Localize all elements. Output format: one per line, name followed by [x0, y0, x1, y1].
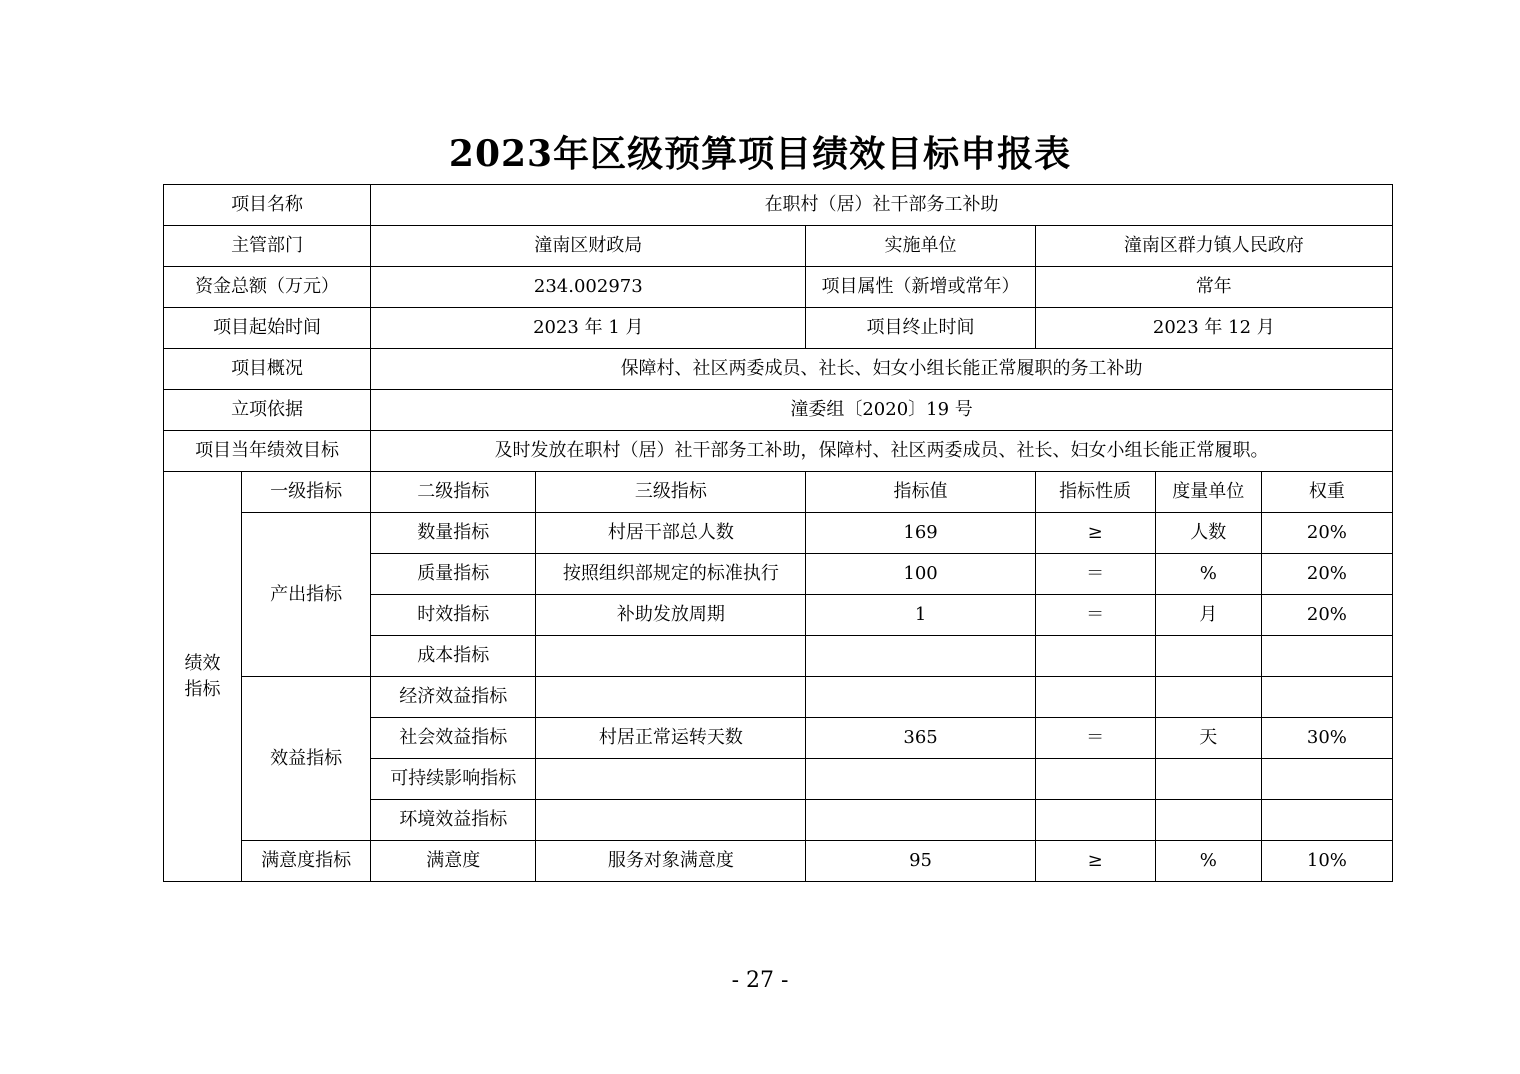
indicator-section-label: 绩效 指标 [164, 472, 242, 882]
start-time-value: 2023 年 1 月 [371, 308, 806, 349]
funds-label: 资金总额（万元） [164, 267, 371, 308]
level3-cell: 服务对象满意度 [536, 841, 806, 882]
project-attr-label: 项目属性（新增或常年） [806, 267, 1035, 308]
level2-cell: 可持续影响指标 [371, 759, 536, 800]
end-time-label: 项目终止时间 [806, 308, 1035, 349]
weight-cell: 30% [1261, 718, 1392, 759]
department-label: 主管部门 [164, 226, 371, 267]
value-cell [806, 677, 1035, 718]
value-cell: 95 [806, 841, 1035, 882]
group-benefit: 效益指标 [242, 677, 371, 841]
group-satisfaction: 满意度指标 [242, 841, 371, 882]
weight-cell [1261, 636, 1392, 677]
impl-unit-value: 潼南区群力镇人民政府 [1035, 226, 1392, 267]
unit-cell [1155, 677, 1261, 718]
weight-cell: 10% [1261, 841, 1392, 882]
group-output: 产出指标 [242, 513, 371, 677]
level2-cell: 成本指标 [371, 636, 536, 677]
unit-cell: % [1155, 841, 1261, 882]
value-cell: 100 [806, 554, 1035, 595]
weight-cell [1261, 800, 1392, 841]
level2-cell: 时效指标 [371, 595, 536, 636]
row-project-name [164, 185, 1393, 226]
table-row [164, 841, 1393, 882]
level3-cell: 按照组织部规定的标准执行 [536, 554, 806, 595]
weight-cell: 20% [1261, 595, 1392, 636]
header-unit: 度量单位 [1155, 472, 1261, 513]
header-level3: 三级指标 [536, 472, 806, 513]
nature-cell [1035, 636, 1155, 677]
level3-cell [536, 677, 806, 718]
page-title: 2023年区级预算项目绩效目标申报表 [448, 133, 1072, 175]
department-value: 潼南区财政局 [371, 226, 806, 267]
header-weight: 权重 [1261, 472, 1392, 513]
nature-cell: ＝ [1035, 554, 1155, 595]
basis-label: 立项依据 [164, 390, 371, 431]
level3-cell: 村居干部总人数 [536, 513, 806, 554]
unit-cell [1155, 759, 1261, 800]
goal-value: 及时发放在职村（居）社干部务工补助，保障村、社区两委成员、社长、妇女小组长能正常履职。 [371, 431, 1393, 472]
table-row [164, 677, 1393, 718]
impl-unit-label: 实施单位 [806, 226, 1035, 267]
header-level1: 一级指标 [242, 472, 371, 513]
level3-cell: 村居正常运转天数 [536, 718, 806, 759]
header-value: 指标值 [806, 472, 1035, 513]
unit-cell: 月 [1155, 595, 1261, 636]
row-basis [164, 390, 1393, 431]
value-cell: 1 [806, 595, 1035, 636]
row-overview [164, 349, 1393, 390]
project-name-value: 在职村（居）社干部务工补助 [371, 185, 1393, 226]
header-nature: 指标性质 [1035, 472, 1155, 513]
nature-cell [1035, 759, 1155, 800]
row-funds [164, 267, 1393, 308]
level3-cell [536, 759, 806, 800]
unit-cell: 人数 [1155, 513, 1261, 554]
weight-cell [1261, 677, 1392, 718]
level2-cell: 环境效益指标 [371, 800, 536, 841]
level3-cell: 补助发放周期 [536, 595, 806, 636]
nature-cell: ≥ [1035, 513, 1155, 554]
level3-cell [536, 636, 806, 677]
performance-target-table [163, 184, 1393, 882]
row-dates [164, 308, 1393, 349]
funds-value: 234.002973 [371, 267, 806, 308]
nature-cell: ≥ [1035, 841, 1155, 882]
weight-cell: 20% [1261, 554, 1392, 595]
unit-cell [1155, 800, 1261, 841]
nature-cell: ＝ [1035, 595, 1155, 636]
indicator-header-row [164, 472, 1393, 513]
level2-cell: 数量指标 [371, 513, 536, 554]
value-cell [806, 759, 1035, 800]
table-row [164, 513, 1393, 554]
value-cell: 169 [806, 513, 1035, 554]
value-cell: 365 [806, 718, 1035, 759]
nature-cell: ＝ [1035, 718, 1155, 759]
basis-value: 潼委组〔2020〕19 号 [371, 390, 1393, 431]
level2-cell: 满意度 [371, 841, 536, 882]
nature-cell [1035, 800, 1155, 841]
project-name-label: 项目名称 [164, 185, 371, 226]
unit-cell: 天 [1155, 718, 1261, 759]
unit-cell [1155, 636, 1261, 677]
value-cell [806, 636, 1035, 677]
level2-cell: 社会效益指标 [371, 718, 536, 759]
start-time-label: 项目起始时间 [164, 308, 371, 349]
unit-cell: % [1155, 554, 1261, 595]
project-attr-value: 常年 [1035, 267, 1392, 308]
level2-cell: 质量指标 [371, 554, 536, 595]
end-time-value: 2023 年 12 月 [1035, 308, 1392, 349]
level2-cell: 经济效益指标 [371, 677, 536, 718]
overview-value: 保障村、社区两委成员、社长、妇女小组长能正常履职的务工补助 [371, 349, 1393, 390]
weight-cell [1261, 759, 1392, 800]
weight-cell: 20% [1261, 513, 1392, 554]
goal-label: 项目当年绩效目标 [164, 431, 371, 472]
nature-cell [1035, 677, 1155, 718]
row-goal [164, 431, 1393, 472]
header-level2: 二级指标 [371, 472, 536, 513]
row-department [164, 226, 1393, 267]
level3-cell [536, 800, 806, 841]
page-number: - 27 - [731, 968, 789, 993]
overview-label: 项目概况 [164, 349, 371, 390]
value-cell [806, 800, 1035, 841]
